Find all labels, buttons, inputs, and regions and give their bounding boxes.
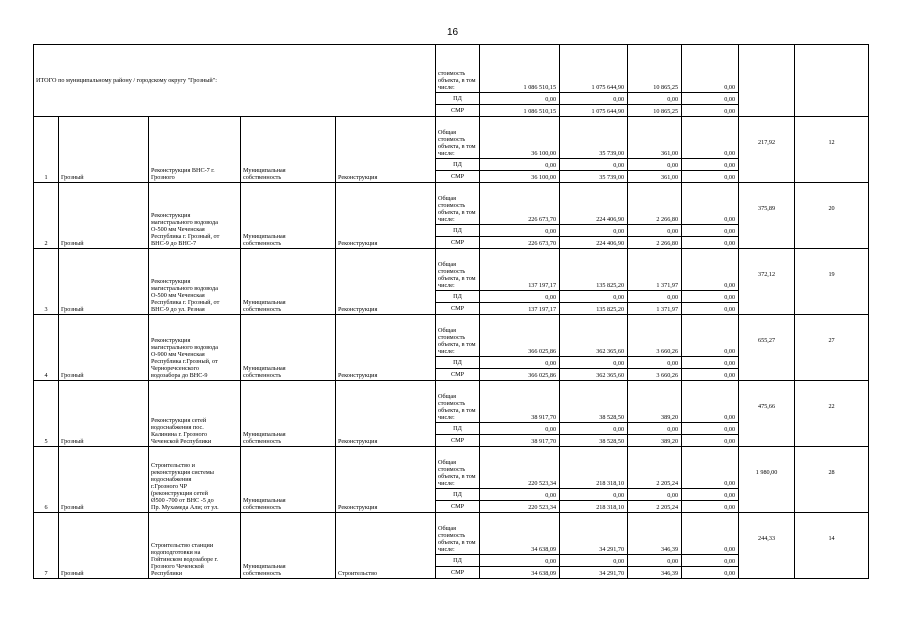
- row-number-cell: 6: [34, 447, 59, 513]
- capacity-cell: 475,66: [739, 381, 795, 447]
- object-name-cell: Строительство станции водоподготовки на Гойтинском водозаборе г. Грозного Чеченской Республики: [149, 513, 241, 579]
- ownership-cell: Муниципальная собственность: [241, 315, 336, 381]
- cost-type-cell: СМР: [436, 435, 480, 447]
- regional-funds-cell: 389,20: [628, 435, 682, 447]
- total-cost-cell: 366 025,86: [480, 315, 560, 357]
- federal-funds-cell: 135 825,20: [560, 303, 628, 315]
- cost-type-cell: ПД: [436, 291, 480, 303]
- work-type-cell: Реконструкция: [336, 447, 436, 513]
- object-name-cell: Реконструкция ВНС-7 г. Грозного: [149, 117, 241, 183]
- ownership-cell: Муниципальная собственность: [241, 183, 336, 249]
- ownership-cell: Муниципальная собственность: [241, 513, 336, 579]
- object-name-cell: Реконструкция сетей водоснабжения пос. Калинина г. Грозного Чеченской Республики: [149, 381, 241, 447]
- total-cost-cell: 0,00: [480, 159, 560, 171]
- city-cell: Грозный: [59, 315, 149, 381]
- regional-funds-cell: 346,39: [628, 567, 682, 579]
- cost-type-cell: ПД: [436, 159, 480, 171]
- total-cost-cell: 0,00: [480, 93, 560, 105]
- total-cost-cell: 226 673,70: [480, 183, 560, 225]
- federal-funds-cell: 362 365,60: [560, 369, 628, 381]
- cost-type-cell: СМР: [436, 105, 480, 117]
- total-cost-cell: 0,00: [480, 489, 560, 501]
- regional-funds-cell: 346,39: [628, 513, 682, 555]
- regional-funds-cell: 10 865,25: [628, 45, 682, 93]
- cost-type-cell: ПД: [436, 489, 480, 501]
- city-cell: Грозный: [59, 381, 149, 447]
- row-number-cell: 3: [34, 249, 59, 315]
- other-funds-cell: 0,00: [682, 447, 739, 489]
- federal-funds-cell: 34 291,70: [560, 567, 628, 579]
- other-funds-cell: 0,00: [682, 501, 739, 513]
- object-name-cell: Реконструкция магистрального водовода О-900 мм Чеченская Республика г.Грозный, от Черноречсенского водозабора до ВНС-9: [149, 315, 241, 381]
- federal-funds-cell: 0,00: [560, 159, 628, 171]
- regional-funds-cell: 361,00: [628, 117, 682, 159]
- regional-funds-cell: 0,00: [628, 225, 682, 237]
- cost-type-cell: Общая стоимость объекта, в том числе:: [436, 381, 480, 423]
- other-funds-cell: 0,00: [682, 357, 739, 369]
- other-funds-cell: 0,00: [682, 303, 739, 315]
- federal-funds-cell: 0,00: [560, 291, 628, 303]
- regional-funds-cell: 2 266,80: [628, 183, 682, 225]
- federal-funds-cell: 218 318,10: [560, 447, 628, 489]
- city-cell: Грозный: [59, 249, 149, 315]
- other-funds-cell: 0,00: [682, 237, 739, 249]
- other-funds-cell: 0,00: [682, 117, 739, 159]
- total-cost-cell: 0,00: [480, 357, 560, 369]
- object-row: [34, 315, 869, 357]
- work-type-cell: Реконструкция: [336, 183, 436, 249]
- city-cell: Грозный: [59, 513, 149, 579]
- capacity-cell: 375,89: [739, 183, 795, 249]
- cost-type-cell: Общая стоимость объекта, в том числе:: [436, 183, 480, 225]
- object-name-cell: Реконструкция магистрального водовода О-500 мм Чеченская Республика г. Грозный, от ВНС-9 до ВНС-7: [149, 183, 241, 249]
- federal-funds-cell: 34 291,70: [560, 513, 628, 555]
- total-cost-cell: 0,00: [480, 225, 560, 237]
- total-cost-cell: 38 917,70: [480, 435, 560, 447]
- total-cost-cell: 137 197,17: [480, 303, 560, 315]
- total-cost-cell: 38 917,70: [480, 381, 560, 423]
- federal-funds-cell: 0,00: [560, 225, 628, 237]
- object-row: [34, 183, 869, 225]
- indicator-cell: 14: [795, 513, 869, 579]
- total-cost-cell: 226 673,70: [480, 237, 560, 249]
- cost-type-cell: ПД: [436, 423, 480, 435]
- indicator-cell: 28: [795, 447, 869, 513]
- regional-funds-cell: 10 865,25: [628, 105, 682, 117]
- work-type-cell: Реконструкция: [336, 381, 436, 447]
- federal-funds-cell: 0,00: [560, 93, 628, 105]
- cost-type-cell: ПД: [436, 555, 480, 567]
- ownership-cell: Муниципальная собственность: [241, 249, 336, 315]
- regional-funds-cell: 1 371,97: [628, 303, 682, 315]
- row-number-cell: 2: [34, 183, 59, 249]
- cost-type-cell: ПД: [436, 225, 480, 237]
- total-cost-cell: 34 638,09: [480, 513, 560, 555]
- total-cost-cell: 1 086 510,15: [480, 45, 560, 93]
- ownership-cell: Муниципальная собственность: [241, 117, 336, 183]
- object-name-cell: Строительство и реконструкция системы водоснабжения г.Грозного ЧР (реконструкция сетей Ø500 -700 от ВНС -5 до Пр. Мухамеда Али; от ул.: [149, 447, 241, 513]
- federal-funds-cell: 0,00: [560, 357, 628, 369]
- total-cost-cell: 0,00: [480, 555, 560, 567]
- federal-funds-cell: 0,00: [560, 555, 628, 567]
- object-row: [34, 513, 869, 555]
- total-indicator-cell: [795, 45, 869, 117]
- federal-funds-cell: 35 739,00: [560, 171, 628, 183]
- other-funds-cell: 0,00: [682, 45, 739, 93]
- indicator-cell: 19: [795, 249, 869, 315]
- regional-funds-cell: 2 205,24: [628, 447, 682, 489]
- work-type-cell: Реконструкция: [336, 249, 436, 315]
- regional-funds-cell: 3 660,26: [628, 315, 682, 357]
- other-funds-cell: 0,00: [682, 315, 739, 357]
- total-indicator-cell: [739, 45, 795, 117]
- other-funds-cell: 0,00: [682, 225, 739, 237]
- federal-funds-cell: 0,00: [560, 423, 628, 435]
- regional-funds-cell: 1 371,97: [628, 249, 682, 291]
- regional-funds-cell: 389,20: [628, 381, 682, 423]
- total-label: ИТОГО по муниципальному району / городскому округу "Грозный":: [34, 45, 436, 117]
- indicator-cell: 20: [795, 183, 869, 249]
- total-cost-cell: 220 523,34: [480, 447, 560, 489]
- cost-type-cell: Общая стоимость объекта, в том числе:: [436, 249, 480, 291]
- indicator-cell: 27: [795, 315, 869, 381]
- cost-type-cell: СМР: [436, 237, 480, 249]
- row-number-cell: 5: [34, 381, 59, 447]
- capacity-cell: 655,27: [739, 315, 795, 381]
- federal-funds-cell: 135 825,20: [560, 249, 628, 291]
- cost-type-cell: ПД: [436, 357, 480, 369]
- regional-funds-cell: 0,00: [628, 489, 682, 501]
- row-number-cell: 1: [34, 117, 59, 183]
- cost-type-cell: Общая стоимость объекта, в том числе:: [436, 315, 480, 357]
- row-number-cell: 4: [34, 315, 59, 381]
- city-cell: Грозный: [59, 183, 149, 249]
- total-cost-cell: 0,00: [480, 291, 560, 303]
- indicator-cell: 22: [795, 381, 869, 447]
- regional-funds-cell: 0,00: [628, 357, 682, 369]
- cost-type-cell: СМР: [436, 567, 480, 579]
- other-funds-cell: 0,00: [682, 171, 739, 183]
- ownership-cell: Муниципальная собственность: [241, 381, 336, 447]
- page-number: 16: [446, 27, 459, 38]
- other-funds-cell: 0,00: [682, 183, 739, 225]
- cost-type-cell: СМР: [436, 369, 480, 381]
- work-type-cell: Реконструкция: [336, 315, 436, 381]
- capacity-cell: 244,33: [739, 513, 795, 579]
- total-cost-cell: 34 638,09: [480, 567, 560, 579]
- cost-type-cell: СМР: [436, 303, 480, 315]
- other-funds-cell: 0,00: [682, 567, 739, 579]
- other-funds-cell: 0,00: [682, 381, 739, 423]
- regional-funds-cell: 2 266,80: [628, 237, 682, 249]
- row-number-cell: 7: [34, 513, 59, 579]
- cost-type-cell: СМР: [436, 501, 480, 513]
- other-funds-cell: 0,00: [682, 159, 739, 171]
- other-funds-cell: 0,00: [682, 369, 739, 381]
- other-funds-cell: 0,00: [682, 93, 739, 105]
- cost-type-cell: Общая стоимость объекта, в том числе:: [436, 117, 480, 159]
- investment-table: [33, 44, 869, 579]
- other-funds-cell: 0,00: [682, 105, 739, 117]
- capacity-cell: 372,12: [739, 249, 795, 315]
- object-row: [34, 249, 869, 291]
- object-row: [34, 447, 869, 489]
- other-funds-cell: 0,00: [682, 555, 739, 567]
- cost-type-cell: Общая стоимость объекта, в том числе:: [436, 513, 480, 555]
- regional-funds-cell: 2 205,24: [628, 501, 682, 513]
- regional-funds-cell: 0,00: [628, 423, 682, 435]
- table-body: [34, 45, 869, 579]
- federal-funds-cell: 0,00: [560, 489, 628, 501]
- federal-funds-cell: 362 365,60: [560, 315, 628, 357]
- federal-funds-cell: 1 075 644,90: [560, 105, 628, 117]
- federal-funds-cell: 218 318,10: [560, 501, 628, 513]
- federal-funds-cell: 38 528,50: [560, 381, 628, 423]
- total-cost-cell: 366 025,86: [480, 369, 560, 381]
- other-funds-cell: 0,00: [682, 489, 739, 501]
- federal-funds-cell: 35 739,00: [560, 117, 628, 159]
- federal-funds-cell: 1 075 644,90: [560, 45, 628, 93]
- object-name-cell: Реконструкция магистрального водовода О-500 мм Чеченская Республика г. Грозный, от ВНС-9 до ул. Резная: [149, 249, 241, 315]
- total-cost-cell: 0,00: [480, 423, 560, 435]
- cost-type-cell: СМР: [436, 171, 480, 183]
- total-cost-cell: 220 523,34: [480, 501, 560, 513]
- regional-funds-cell: 3 660,26: [628, 369, 682, 381]
- other-funds-cell: 0,00: [682, 435, 739, 447]
- other-funds-cell: 0,00: [682, 291, 739, 303]
- object-row: [34, 381, 869, 423]
- total-cost-cell: 1 086 510,15: [480, 105, 560, 117]
- other-funds-cell: 0,00: [682, 513, 739, 555]
- cost-type-cell: ПД: [436, 93, 480, 105]
- other-funds-cell: 0,00: [682, 423, 739, 435]
- ownership-cell: Муниципальная собственность: [241, 447, 336, 513]
- regional-funds-cell: 0,00: [628, 555, 682, 567]
- regional-funds-cell: 0,00: [628, 93, 682, 105]
- work-type-cell: Реконструкция: [336, 117, 436, 183]
- work-type-cell: Строительство: [336, 513, 436, 579]
- federal-funds-cell: 38 528,50: [560, 435, 628, 447]
- indicator-cell: 12: [795, 117, 869, 183]
- total-cost-cell: 137 197,17: [480, 249, 560, 291]
- regional-funds-cell: 0,00: [628, 159, 682, 171]
- total-row: [34, 45, 869, 93]
- total-cost-cell: 36 100,00: [480, 171, 560, 183]
- cost-type-cell: стоимость объекта, в том числе:: [436, 45, 480, 93]
- capacity-cell: 217,92: [739, 117, 795, 183]
- regional-funds-cell: 361,00: [628, 171, 682, 183]
- federal-funds-cell: 224 406,90: [560, 183, 628, 225]
- federal-funds-cell: 224 406,90: [560, 237, 628, 249]
- capacity-cell: 1 980,00: [739, 447, 795, 513]
- cost-type-cell: Общая стоимость объекта, в том числе:: [436, 447, 480, 489]
- total-cost-cell: 36 100,00: [480, 117, 560, 159]
- city-cell: Грозный: [59, 117, 149, 183]
- object-row: [34, 117, 869, 159]
- regional-funds-cell: 0,00: [628, 291, 682, 303]
- city-cell: Грозный: [59, 447, 149, 513]
- other-funds-cell: 0,00: [682, 249, 739, 291]
